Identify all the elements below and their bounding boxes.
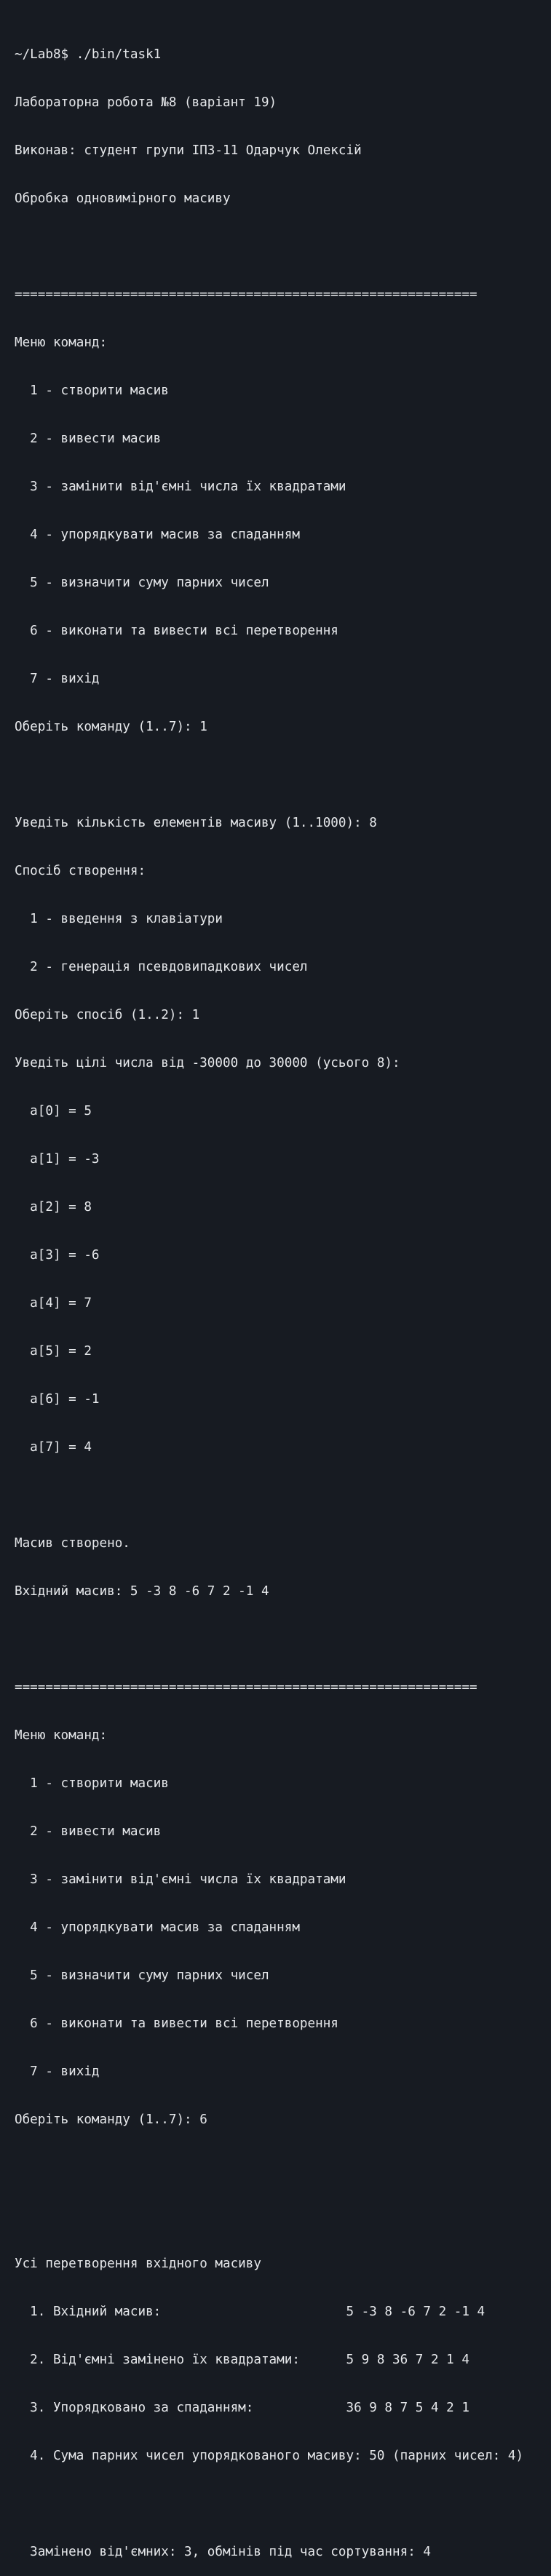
- terminal-output[interactable]: [15, 15, 551, 2576]
- menu-item-create: 1 - створити масив: [15, 383, 169, 398]
- array-element-input: a[6] = -1: [15, 1392, 100, 1407]
- menu-item-square-negatives: 3 - замінити від'ємні числа їх квадратами: [15, 480, 346, 494]
- menu-item-exit: 7 - вихід: [15, 672, 100, 686]
- prompt-line: ~/Lab8$ ./bin/task1: [15, 47, 162, 62]
- array-element-input: a[7] = 4: [15, 1440, 92, 1455]
- menu-item-create: 1 - створити масив: [15, 1776, 169, 1791]
- blank-line: [15, 1487, 551, 1503]
- blank-line: [15, 2208, 551, 2224]
- separator-line: ============================================================: [15, 1680, 477, 1695]
- blank-line: [15, 2496, 551, 2512]
- menu-item-exit: 7 - вихід: [15, 2064, 100, 2079]
- blank-line: [15, 2160, 551, 2176]
- result-squared-negatives: 2. Від'ємні замінено їх квадратами: 5 9 8 36 7 2 1 4: [15, 2353, 469, 2367]
- array-created-message: Масив створено.: [15, 1536, 130, 1551]
- creation-option-random: 2 - генерація псевдовипадкових чисел: [15, 960, 308, 974]
- values-prompt: Уведіть цілі числа від -30000 до 30000 (усього 8):: [15, 1056, 400, 1070]
- stats-line: Замінено від'ємних: 3, обмінів під час сортування: 4: [15, 2545, 431, 2559]
- program-description: Обробка одновимірного масиву: [15, 191, 231, 206]
- method-prompt: Оберіть спосіб (1..2): 1: [15, 1008, 200, 1022]
- count-prompt: Уведіть кількість елементів масиву (1..1000): 8: [15, 816, 377, 830]
- author-line: Виконав: студент групи ІП3-11 Одарчук Олексій: [15, 143, 362, 158]
- command-prompt: Оберіть команду (1..7): 1: [15, 720, 207, 734]
- menu-item-sort: 4 - упорядкувати масив за спаданням: [15, 1920, 300, 1935]
- array-element-input: a[3] = -6: [15, 1248, 100, 1263]
- result-even-sum: 4. Сума парних чисел упорядкованого масиву: 50 (парних чисел: 4): [15, 2449, 524, 2463]
- result-input-array: 1. Вхідний масив: 5 -3 8 -6 7 2 -1 4: [15, 2305, 485, 2319]
- array-element-input: a[0] = 5: [15, 1104, 92, 1118]
- menu-item-sum-even: 5 - визначити суму парних чисел: [15, 1968, 269, 1983]
- creation-option-keyboard: 1 - введення з клавіатури: [15, 912, 223, 926]
- menu-item-all-transforms: 6 - виконати та вивести всі перетворення: [15, 2016, 338, 2031]
- blank-line: [15, 767, 551, 783]
- array-element-input: a[4] = 7: [15, 1296, 92, 1311]
- blank-line: [15, 239, 551, 255]
- menu-item-print: 2 - вивести масив: [15, 432, 162, 446]
- array-element-input: a[1] = -3: [15, 1152, 100, 1166]
- menu-item-sum-even: 5 - визначити суму парних чисел: [15, 576, 269, 590]
- menu-heading: Меню команд:: [15, 335, 108, 350]
- separator-line: ============================================================: [15, 287, 477, 302]
- menu-item-print: 2 - вивести масив: [15, 1824, 162, 1839]
- array-element-input: a[2] = 8: [15, 1200, 92, 1215]
- lab-title: Лабораторна робота №8 (варіант 19): [15, 95, 277, 110]
- menu-heading: Меню команд:: [15, 1728, 108, 1743]
- result-sorted-desc: 3. Упорядковано за спаданням: 36 9 8 7 5 4 2 1: [15, 2401, 469, 2415]
- menu-item-all-transforms: 6 - виконати та вивести всі перетворення: [15, 624, 338, 638]
- command-prompt: Оберіть команду (1..7): 6: [15, 2112, 207, 2127]
- transforms-heading: Усі перетворення вхідного масиву: [15, 2257, 261, 2271]
- array-element-input: a[5] = 2: [15, 1344, 92, 1359]
- blank-line: [15, 1631, 551, 1647]
- menu-item-sort: 4 - упорядкувати масив за спаданням: [15, 528, 300, 542]
- menu-item-square-negatives: 3 - замінити від'ємні числа їх квадратами: [15, 1872, 346, 1887]
- creation-method-heading: Спосіб створення:: [15, 864, 146, 878]
- input-array-line: Вхідний масив: 5 -3 8 -6 7 2 -1 4: [15, 1584, 269, 1599]
